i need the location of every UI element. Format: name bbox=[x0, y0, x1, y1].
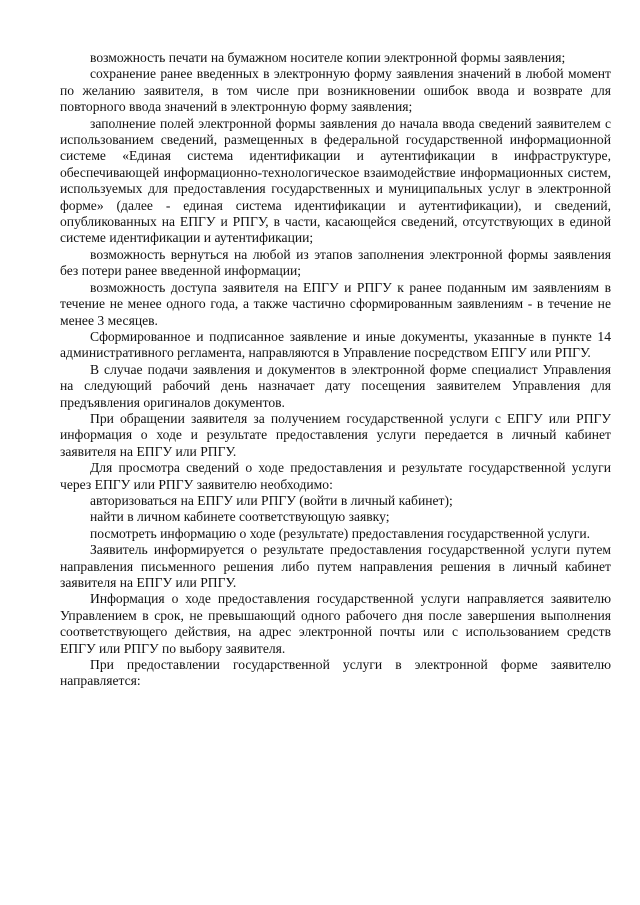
paragraph: авторизоваться на ЕПГУ или РПГУ (войти в личный кабинет); bbox=[90, 492, 453, 508]
paragraph: Для просмотра сведений о ходе предоставления и результате государственной услуги через ЕПГУ или РПГУ заявителю необходимо: bbox=[60, 460, 611, 492]
paragraph: возможность доступа заявителя на ЕПГУ и РПГУ к ранее поданным им заявлениям в течение не менее одного года, а также частично сформированным заявлениям - в течение не менее 3 месяцев. bbox=[60, 279, 611, 328]
paragraph: Информация о ходе предоставления государственной услуги направляется заявителю Управлением в срок, не превышающий одного рабочего дня после завершения выполнения соответствующего действия, на адрес электронной почты или с использованием средств ЕПГУ или РПГУ по выбору заявителя. bbox=[60, 591, 611, 656]
paragraph: В случае подачи заявления и документов в электронной форме специалист Управления на следующий рабочий день назначает дату посещения заявителем Управления для предъявления оригиналов документов. bbox=[60, 361, 611, 410]
paragraph: найти в личном кабинете соответствующую заявку; bbox=[90, 509, 390, 525]
paragraph: сохранение ранее введенных в электронную форму заявления значений в любой момент по желанию заявителя, в том числе при возникновении ошибок ввода и возврате для повторного ввода значений в электронную форму заявления; bbox=[60, 66, 611, 115]
paragraph: возможность вернуться на любой из этапов заполнения электронной формы заявления без потери ранее введенной информации; bbox=[60, 246, 611, 279]
paragraph: При предоставлении государственной услуги в электронной форме заявителю направляется: bbox=[60, 657, 611, 689]
paragraph: посмотреть информацию о ходе (результате) предоставления государственной услуги. bbox=[90, 525, 591, 541]
paragraph: заполнение полей электронной формы заявления до начала ввода сведений заявителем с использованием сведений, размещенных в федеральной государственной информационной системе «Единая система идентификации и аутентификации в инфраструктуре, обеспечивающей информационно-технологическое взаимодействие информационных систем, используемых для предоставления государственных и муниципальных услуг в электронной форме» (далее - единая система идентификации и аутентификации), и сведений, опубликованных на ЕПГУ и РПГУ, в части, касающейся сведений, отсутствующих в единой системе идентификации и аутентификации; bbox=[60, 115, 611, 246]
paragraph: Сформированное и подписанное заявление и иные документы, указанные в пункте 14 административного регламента, направляются в Управление посредством ЕПГУ или РПГУ. bbox=[60, 328, 611, 361]
document-page bbox=[60, 50, 611, 690]
paragraph: Заявитель информируется о результате предоставления государственной услуги путем направления письменного решения либо путем направления решения в личный кабинет заявителя на ЕПГУ или РПГУ. bbox=[60, 542, 611, 590]
paragraph: При обращении заявителя за получением государственной услуги с ЕПГУ или РПГУ информация о ходе и результате предоставления услуги передается в личный кабинет заявителя на ЕПГУ или РПГУ. bbox=[60, 410, 611, 459]
paragraph: возможность печати на бумажном носителе копии электронной формы заявления; bbox=[90, 50, 566, 65]
